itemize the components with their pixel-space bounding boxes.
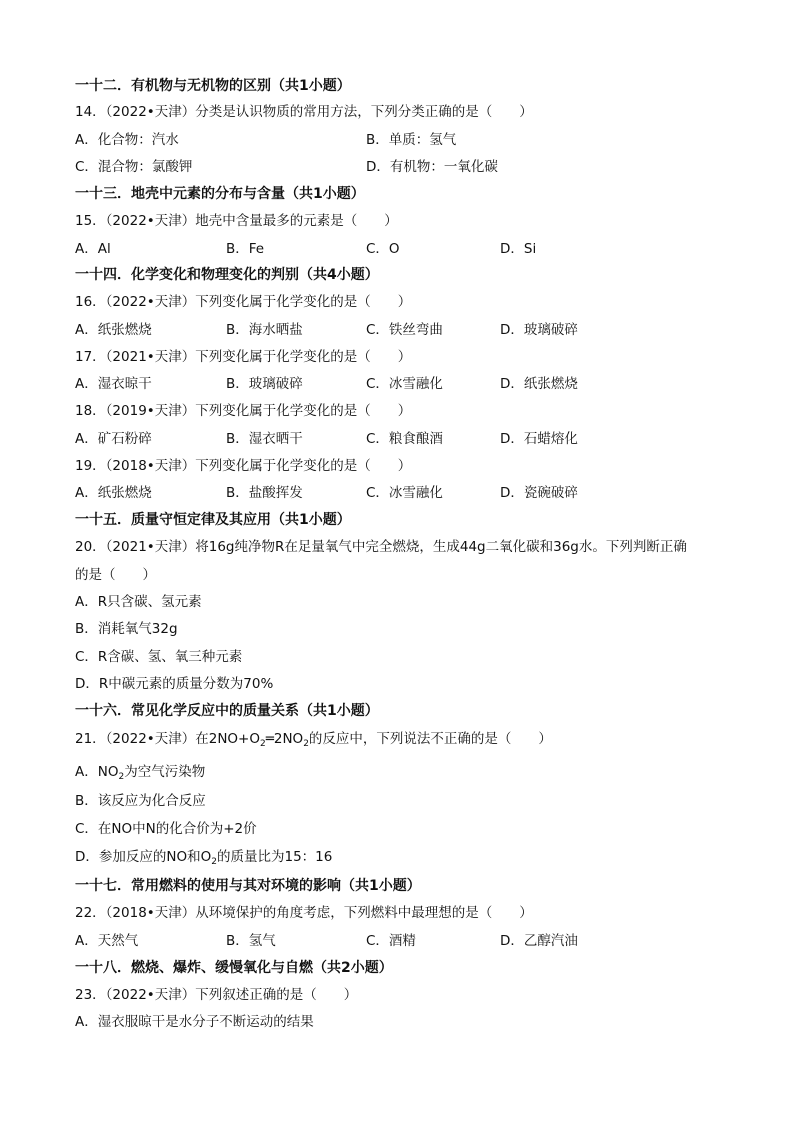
question-14-option-d: D．有机物：一氧化碳 [366,159,498,175]
question-21-option-a [75,763,205,781]
question-19-stem: 19．（2018•天津）下列变化属于化学变化的是（ ） [75,458,412,474]
section-heading-14: 一十四．化学变化和物理变化的判别（共4小题） [75,267,379,283]
question-15-option-c: C．O [366,241,400,257]
question-15-stem: 15．（2022•天津）地壳中含量最多的元素是（ ） [75,213,398,229]
question-22-option-b: B．氢气 [226,933,276,949]
question-16-stem: 16．（2022•天津）下列变化属于化学变化的是（ ） [75,294,412,310]
question-18-option-b: B．湿衣晒干 [226,431,303,447]
question-14-stem: 14．（2022•天津）分类是认识物质的常用方法，下列分类正确的是（ ） [75,104,533,120]
question-19-option-d: D．瓷碗破碎 [500,485,578,501]
section-heading-18: 一十八．燃烧、爆炸、缓慢氧化与自燃（共2小题） [75,960,393,976]
question-14-option-a: A．化合物：汽水 [75,132,179,148]
question-19-option-a: A．纸张燃烧 [75,485,152,501]
question-22-option-a: A．天然气 [75,933,139,949]
question-21-stem-part: ═2NO [265,731,304,747]
question-21-option-b: B．该反应为化合反应 [75,793,206,809]
question-18-option-a: A．矿石粉碎 [75,431,152,447]
question-14-option-c: C．混合物：氯酸钾 [75,159,193,175]
question-20-option-a: A．R只含碳、氢元素 [75,594,202,610]
subscript: 2 [303,739,309,749]
question-16-option-c: C．铁丝弯曲 [366,322,443,338]
question-23-option-a: A．湿衣服晾干是水分子不断运动的结果 [75,1014,314,1030]
question-17-option-d: D．纸张燃烧 [500,376,578,392]
section-heading-16: 一十六．常见化学反应中的质量关系（共1小题） [75,703,379,719]
question-18-stem: 18．（2019•天津）下列变化属于化学变化的是（ ） [75,403,412,419]
question-22-option-d: D．乙醇汽油 [500,933,578,949]
question-15-option-b: B．Fe [226,241,265,257]
question-21-stem [75,730,552,748]
question-18-option-d: D．石蜡熔化 [500,431,578,447]
question-21-stem-part: 21．（2022•天津）在2NO+O [75,731,260,747]
section-heading-15: 一十五．质量守恒定律及其应用（共1小题） [75,512,351,528]
question-20-stem-line-2: 的是（ ） [75,567,156,583]
section-heading-12: 一十二．有机物与无机物的区别（共1小题） [75,78,351,94]
subscript: 2 [260,739,266,749]
question-21-stem-part: 的反应中，下列说法不正确的是（ ） [308,731,552,747]
subscript: 2 [211,857,217,867]
subscript: 2 [118,772,125,782]
question-15-option-a: A．Al [75,241,111,257]
question-17-stem: 17．（2021•天津）下列变化属于化学变化的是（ ） [75,349,412,365]
section-heading-17: 一十七．常用燃料的使用与其对环境的影响（共1小题） [75,878,421,894]
question-18-option-c: C．粮食酿酒 [366,431,443,447]
question-23-stem: 23．（2022•天津）下列叙述正确的是（ ） [75,987,358,1003]
question-19-option-c: C．冰雪融化 [366,485,443,501]
question-16-option-d: D．玻璃破碎 [500,322,578,338]
question-16-option-a: A．纸张燃烧 [75,322,152,338]
question-19-option-b: B．盐酸挥发 [226,485,303,501]
question-17-option-a: A．湿衣晾干 [75,376,152,392]
section-heading-13: 一十三．地壳中元素的分布与含量（共1小题） [75,186,365,202]
question-17-option-c: C．冰雪融化 [366,376,443,392]
option-a-part: A．NO [75,764,119,780]
question-14-option-b: B．单质：氢气 [366,132,457,148]
question-16-option-b: B．海水晒盐 [226,322,303,338]
question-20-option-b: B．消耗氧气32g [75,621,178,637]
option-a-part: 为空气污染物 [124,764,206,780]
question-17-option-b: B．玻璃破碎 [226,376,303,392]
question-22-stem: 22．（2018•天津）从环境保护的角度考虑，下列燃料中最理想的是（ ） [75,905,533,921]
question-21-option-c: C．在NO中N的化合价为+2价 [75,821,257,837]
question-21-option-d [75,848,332,866]
question-22-option-c: C．酒精 [366,933,416,949]
option-d-part: D．参加反应的NO和O [75,849,212,865]
option-d-part: 的质量比为15：16 [216,849,333,865]
question-15-option-d: D．Si [500,241,537,257]
question-20-option-d: D．R中碳元素的质量分数为70% [75,676,274,692]
question-20-option-c: C．R含碳、氢、氧三种元素 [75,649,243,665]
question-20-stem-line-1: 20．（2021•天津）将16g纯净物R在足量氧气中完全燃烧，生成44g二氧化碳和36g水。下列判断正确 [75,539,687,555]
